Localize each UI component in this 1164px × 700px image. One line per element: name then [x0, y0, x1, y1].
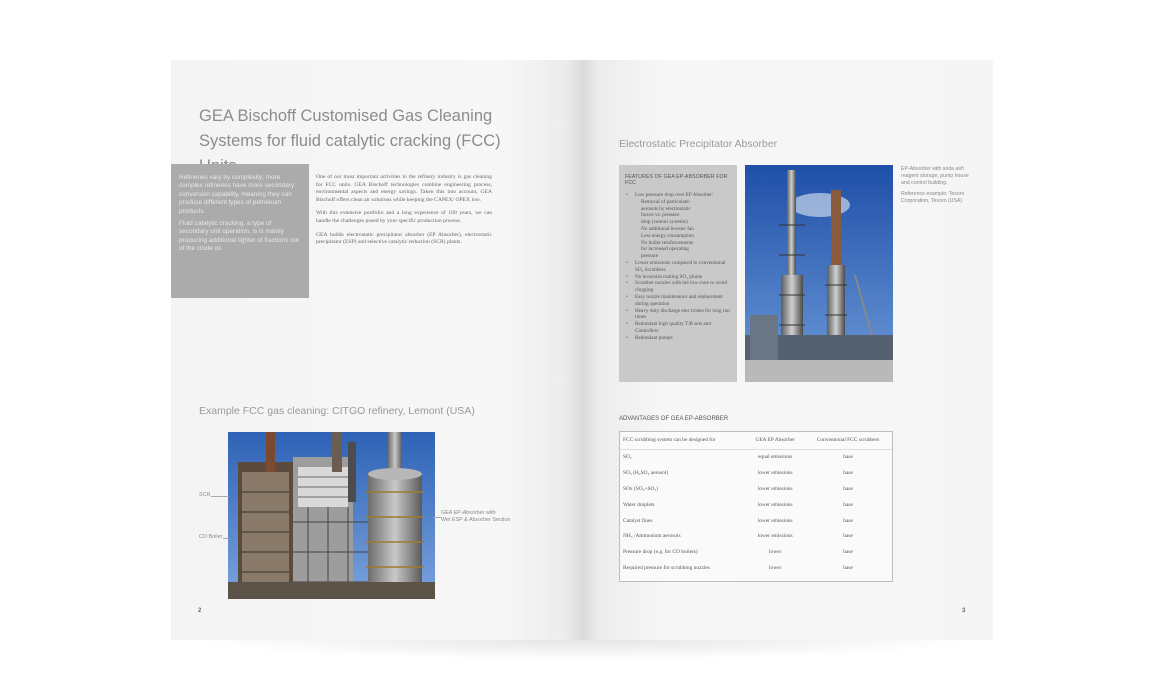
feature-subitem: pressure [641, 253, 659, 260]
table-cell: SO₂ [623, 454, 632, 461]
body-text [316, 174, 492, 247]
feature-item: • Heavy duty discharge elec trodes for long run times [625, 308, 732, 322]
caption-paragraph: Reference example: Tesoro Corporation, Tesoro (USA) [901, 191, 965, 204]
photo-caption [901, 166, 971, 205]
body-paragraph: GEA builds electrostatic precipitator absorber (EP Absorber), electrostatic precipitator (ESP) and selective catalytic reduction (SCR) plants. [316, 231, 492, 246]
table-cell: NH₃ /Ammonium aerosols [623, 533, 681, 540]
sidebar-box [171, 164, 309, 298]
page-title-line1: GEA Bischoff Customised Gas Cleaning [199, 107, 493, 125]
table-row [620, 544, 892, 560]
table-cell: lower [769, 565, 782, 572]
feature-subitem: Removal of particulate/ [641, 198, 690, 205]
sidebar-paragraph: Fluid catalytic cracking, a type of secondary unit operation, is is mainly producing additional lighter of fractions out of the crude oil. [179, 220, 300, 253]
feature-item: • No brownish trailing SO₃ plume [625, 274, 732, 281]
table-cell: base [843, 565, 853, 572]
table-row [620, 560, 892, 576]
page-number: 3 [962, 608, 966, 614]
table-cell: lower emissions [757, 501, 793, 508]
feature-sublist [635, 199, 732, 260]
advantages-heading: ADVANTAGES OF GEA EP-ABSORBER [619, 416, 729, 422]
table-row [620, 481, 892, 497]
body-paragraph: One of our most important activities in the refinery industry is gas cleaning for FCC units. GEA Bischoff technologies combine engineering process, environmental aspects and energy savings. Taken this into account, GEA Bischoff offers clean air solutions while keeping the CAPEX/ OPEX low. [316, 174, 492, 203]
table-cell: base [843, 454, 853, 461]
table-cell: base [843, 501, 853, 508]
right-page [582, 60, 993, 640]
table-row [620, 449, 892, 465]
table-header: FCC scrubbing system can be designed for [623, 437, 716, 444]
sidebar-paragraph: Refineries vary by complexity; more complex refineries have more secondary conversion capability, meaning they can produce different types of petroleum products. [179, 174, 295, 215]
example-title: Example FCC gas cleaning: CITGO refinery, Lemont (USA) [199, 405, 475, 417]
table-cell: base [843, 517, 853, 524]
callout-ep-line2: Wet ESP & Absorber Section [441, 517, 511, 524]
callout-line [433, 517, 441, 518]
feature-subitem: forces vs. pressure [641, 212, 680, 219]
body-paragraph: With this extensive portfolio and a long experience of 100 years, we can handle the challenges posed by your specific production process. [316, 210, 492, 224]
table-cell: lower [769, 549, 782, 556]
table-cell: base [843, 485, 853, 492]
table-cell: Water droplets [623, 501, 655, 508]
feature-text: Low pressure drop over EP Absorber: [635, 192, 714, 198]
callout-co-boiler: CO Boiler [199, 534, 223, 540]
features-box [619, 165, 737, 382]
left-page [171, 60, 582, 640]
table-cell: Catalyst fines [623, 517, 653, 524]
table-cell: lower emissions [757, 485, 793, 492]
feature-subitem: No boiler reinforcements [641, 239, 694, 246]
caption-paragraph: EP-Absorber with soda ash reagent storage, pump house and control building. [901, 166, 969, 186]
feature-subitem: Less energy consumption [641, 232, 694, 239]
callout-ep-line1: GEA EP-Absorber with [441, 510, 496, 516]
table-row [620, 465, 892, 481]
feature-subitem: drop (venturi systems) [641, 219, 688, 226]
table-row [620, 528, 892, 544]
table-cell: base [843, 549, 853, 556]
table-header: GEA EP Absorber [755, 437, 795, 444]
feature-subitem: for increased operating [641, 246, 689, 253]
table-cell: lower emissions [757, 533, 793, 540]
table-cell: equal emissions [758, 454, 793, 461]
feature-item: • Redundant high quality T/R sets and Controllers [625, 321, 732, 335]
ep-absorber-photo [745, 165, 893, 382]
table-header-row [620, 432, 892, 449]
callout-ep-absorber [441, 510, 510, 524]
table-cell: Pressure drop (e.g. for CO boilers) [623, 549, 698, 556]
features-heading: FEATURES OF GEA EP-ABSORBER FOR FCC [625, 174, 728, 186]
table-header: Conventional FCC scrubbers [816, 437, 880, 444]
table-cell: lower emissions [757, 517, 793, 524]
feature-item: • Scrubber nozzles with bel low cone to avoid clogging [625, 280, 732, 294]
table-cell: base [843, 533, 853, 540]
callout-scr: SCR [199, 492, 211, 498]
features-list [625, 192, 732, 342]
table-cell: Required pressure for scrubbing nozzles [623, 565, 710, 572]
feature-item [625, 192, 732, 260]
feature-subitem: aerosols by electrostatic [641, 205, 691, 212]
feature-item: • Lower emissions compared to conventional SO₂ Scrubbers [625, 260, 732, 274]
page-title-line2: Systems for fluid catalytic cracking (FCC) [199, 132, 501, 150]
section-title: Electrostatic Precipitator Absorber [619, 138, 778, 150]
feature-item: • Easy nozzle maintenance and replacement during operation [625, 294, 732, 308]
table-cell: lower emissions [757, 469, 793, 476]
callout-line [223, 538, 229, 539]
table-cell: SO₃ (H₂SO₄ aerosol) [623, 469, 669, 476]
advantages-table [619, 431, 893, 582]
callout-line [211, 496, 229, 497]
refinery-photo [228, 432, 435, 599]
page-number: 2 [198, 608, 202, 614]
table-cell: SOx (SO₂+SO₃) [623, 485, 659, 492]
feature-item: • Redundant pumps [625, 335, 732, 342]
feature-subitem: No additional booster fan [641, 225, 694, 232]
table-row [620, 513, 892, 529]
table-cell: base [843, 469, 853, 476]
table-row [620, 497, 892, 513]
